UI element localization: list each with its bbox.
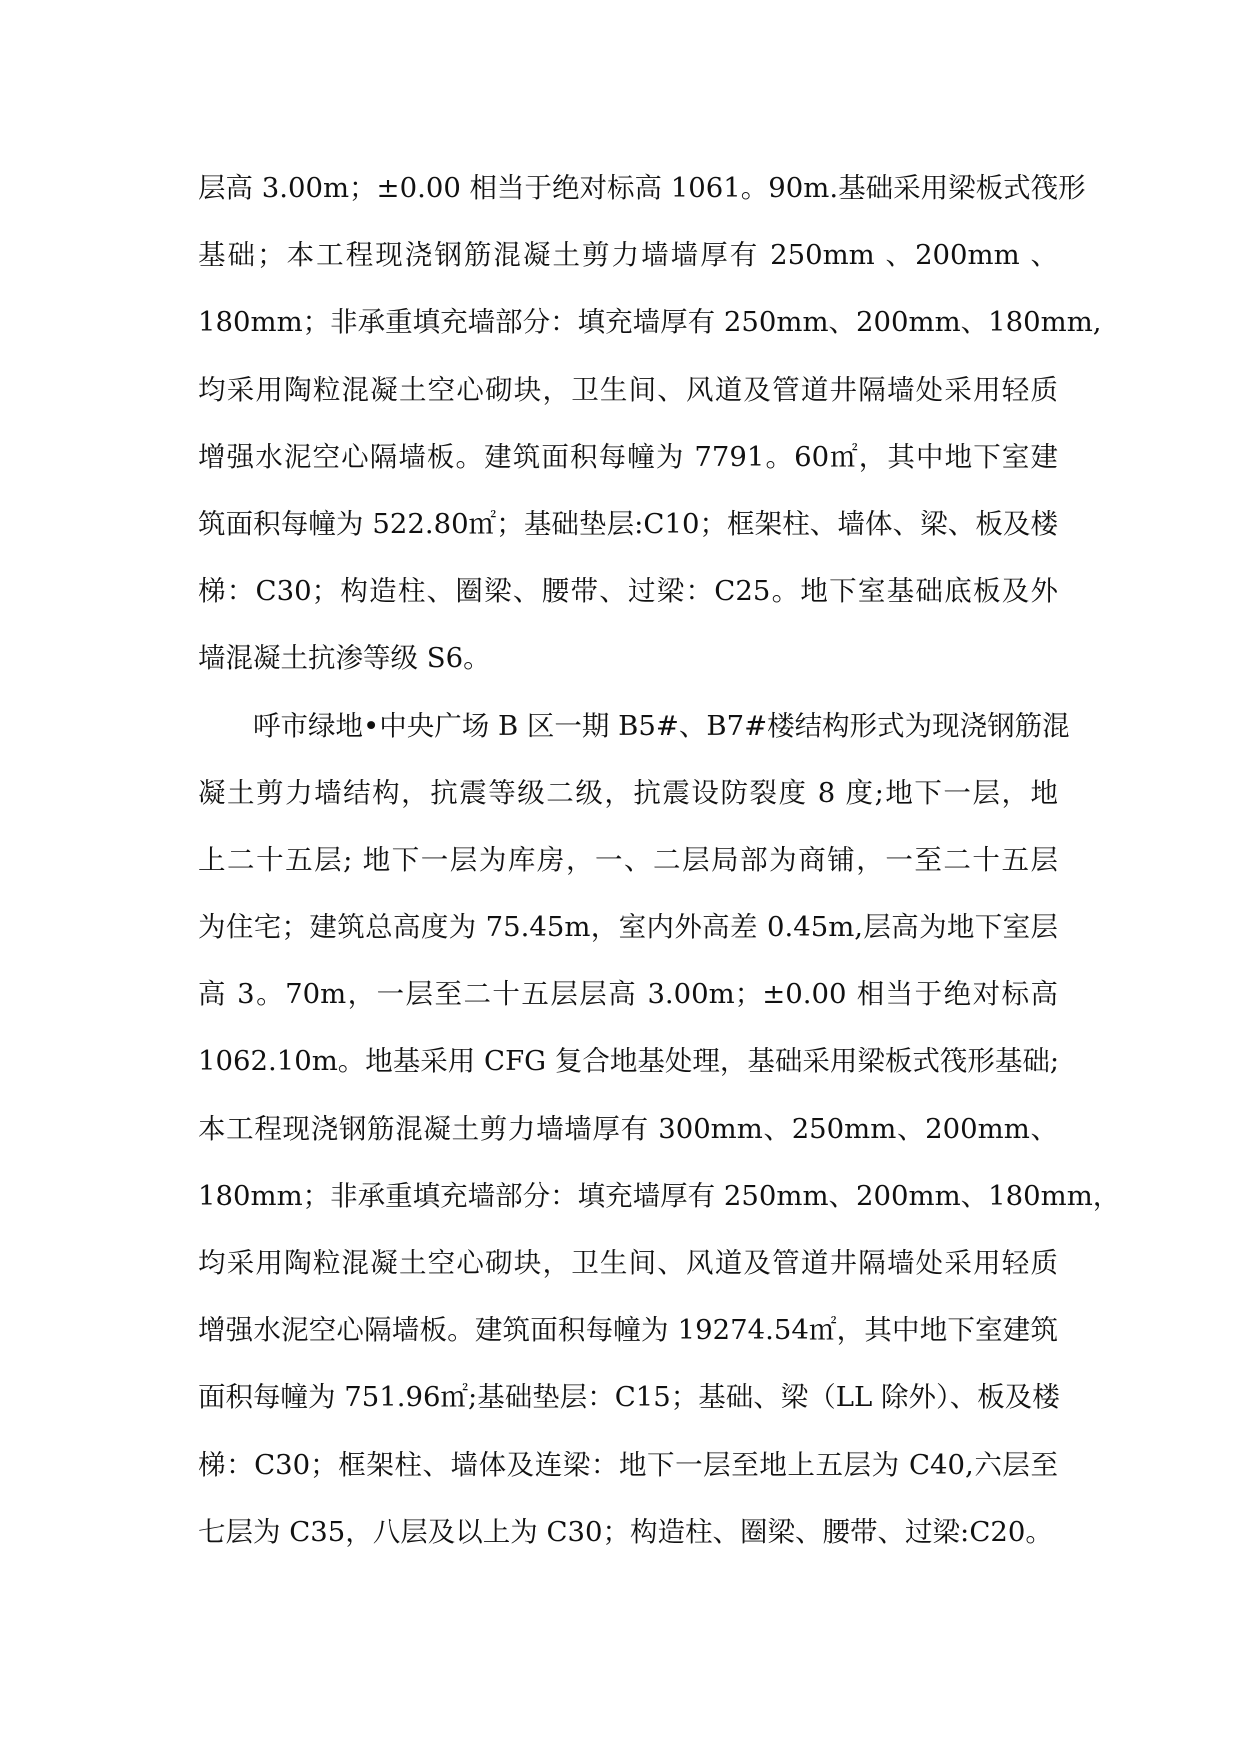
- text-line: 为住宅；建筑总高度为 75.45m，室内外高差 0.45m,层高为地下室层: [198, 911, 1058, 944]
- text-line: 凝土剪力墙结构，抗震等级二级，抗震设防裂度 8 度;地下一层，地: [198, 776, 1058, 809]
- text-line: 均采用陶粒混凝土空心砌块，卫生间、风道及管道井隔墙处采用轻质: [198, 373, 1058, 406]
- text-line: 基础；本工程现浇钢筋混凝土剪力墙墙厚有 250mm 、200mm 、: [198, 239, 1058, 272]
- text-line: 均采用陶粒混凝土空心砌块，卫生间、风道及管道井隔墙处采用轻质: [198, 1247, 1058, 1279]
- text-line: 180mm；非承重填充墙部分：填充墙厚有 250mm、200mm、180mm,: [198, 306, 1102, 339]
- text-line: 高 3。70m，一层至二十五层层高 3.00m；±0.00 相当于绝对标高: [198, 978, 1058, 1011]
- text-line: 增强水泥空心隔墙板。建筑面积每幢为 7791。60㎡，其中地下室建: [198, 440, 1058, 473]
- text-line: 面积每幢为 751.96㎡;基础垫层：C15；基础、梁（LL 除外）、板及楼: [198, 1381, 1060, 1414]
- paragraph-b5-b7-structure: [198, 693, 1121, 1566]
- text-line: 本工程现浇钢筋混凝土剪力墙墙厚有 300mm、250mm、200mm、: [198, 1112, 1058, 1145]
- text-line: 上二十五层; 地下一层为库房，一、二层局部为商铺，一至二十五层: [198, 843, 1058, 876]
- text-line: 1062.10m。地基采用 CFG 复合地基处理，基础采用梁板式筏形基础;: [198, 1045, 1060, 1078]
- text-line: 梯：C30；构造柱、圈梁、腰带、过梁：C25。地下室基础底板及外: [198, 575, 1058, 608]
- paragraph-foundation-b-zone: [198, 155, 1102, 693]
- text-line: 层高 3.00m；±0.00 相当于绝对标高 1061。90m.基础采用梁板式筏形: [198, 172, 1086, 204]
- text-line: 呼市绿地•中央广场 B 区一期 B5#、B7#楼结构形式为现浇钢筋混: [253, 709, 1070, 742]
- text-line: 筑面积每幢为 522.80㎡；基础垫层:C10；框架柱、墙体、梁、板及楼: [198, 507, 1058, 540]
- text-line: 梯：C30；框架柱、墙体及连梁：地下一层至地上五层为 C40,六层至: [198, 1448, 1058, 1481]
- body-text: [198, 155, 1121, 1566]
- text-line: 增强水泥空心隔墙板。建筑面积每幢为 19274.54㎡，其中地下室建筑: [198, 1314, 1058, 1347]
- text-line: 墙混凝土抗渗等级 S6。: [198, 642, 491, 675]
- text-line: 七层为 C35，八层及以上为 C30；构造柱、圈梁、腰带、过梁:C20。: [198, 1515, 1053, 1548]
- text-line: 180mm；非承重填充墙部分：填充墙厚有 250mm、200mm、180mm，: [198, 1179, 1121, 1212]
